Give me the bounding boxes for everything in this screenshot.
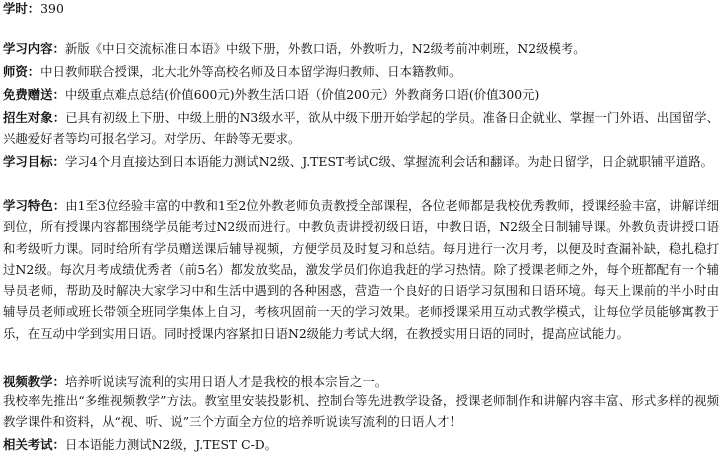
gifts-label: 免费赠送： (3, 87, 65, 102)
video-text2: 我校率先推出“多维视频教学”方法。教室里安装投影机、控制台等先进教学设备，授课老师制作和讲解内容丰富、形式多样的视频教学课件和资料，从“视、听、说”三个方面全方位的培养听说读写流利的日语人才！ (3, 393, 719, 430)
goal-paragraph (3, 151, 719, 172)
hours-value: 390 (40, 1, 64, 16)
gifts-line (3, 86, 539, 104)
teachers-text: 中日教师联合授课，北大北外等高校名师及日本留学海归教师、日本籍教师。 (40, 64, 462, 79)
video-line (3, 373, 387, 391)
exam-text: 日本语能力测试N2级，J.TEST C-D。 (64, 437, 278, 452)
goal-text: 学习4个月直接达到日本语能力测试N2级、J.TEST考试C级、掌握流利会话和翻译。为赴日留学，日企就职铺平道路。 (64, 154, 714, 169)
video-paragraph (3, 390, 719, 433)
audience-text: 已具有初级上下册、中级上册的N3级水平，欲从中级下册开始学起的学员。准备日企就业、掌握一门外语、出国留学、兴趣爱好者等均可报名学习。对学历、年龄等无要求。 (3, 110, 719, 147)
content-line (3, 40, 586, 58)
audience-label: 招生对象： (3, 110, 66, 125)
teachers-label: 师资： (3, 64, 41, 79)
features-paragraph (3, 195, 719, 344)
content-text: 新版《中日交流标准日本语》中级下册，外教口语，外教听力，N2级考前冲刺班，N2级模考。 (64, 41, 586, 56)
content-label: 学习内容： (3, 41, 65, 56)
teachers-line (3, 63, 461, 81)
features-text: 由1至3位经验丰富的中教和1至2位外教老师负责教授全部课程，各位老师都是我校优秀教师，授课经验丰富，讲解详细到位，所有授课内容都围绕学员能考过N2级而进行。中教负责讲授初级日语，中教日语，N2级全日制辅导课。外教负责讲授口语和考级听力课。同时给所有学员赠送课后辅导视频，方便学员及时复习和总结。每月进行一次月考，以便及时查漏补缺，稳扎稳打过N2级。每次月考成绩优秀者（前5名）都发放奖品，激发学员们你追我赶的学习热情。除了授课老师之外，每个班都配有一个辅导员老师，帮助及时解决大家学习中和生活中遇到的各种困惑，营造一个良好的日语学习氛围和日语环境。每天上课前的半小时由辅导员老师或班长带领全班同学集体上自习，考核巩固前一天的学习效果。老师授课采用互动式教学模式，让每位学员能够寓教于乐，在互动中学到实用日语。同时授课内容紧扣日语N2级能力考试大纲，在教授实用日语的同时，提高应试能力。 (3, 198, 719, 341)
video-label: 视频教学： (3, 374, 65, 389)
video-text: 培养听说读写流利的实用日语人才是我校的根本宗旨之一。 (64, 374, 388, 389)
exam-label: 相关考试： (3, 437, 65, 452)
hours-line (3, 0, 64, 18)
exam-line (3, 436, 277, 454)
features-label: 学习特色： (3, 198, 66, 213)
hours-label: 学时： (3, 1, 41, 16)
audience-paragraph (3, 107, 719, 150)
gifts-text: 中级重点难点总结(价值600元)外教生活口语（价值200元）外教商务口语(价值300元) (64, 87, 540, 102)
goal-label: 学习目标： (3, 154, 65, 169)
